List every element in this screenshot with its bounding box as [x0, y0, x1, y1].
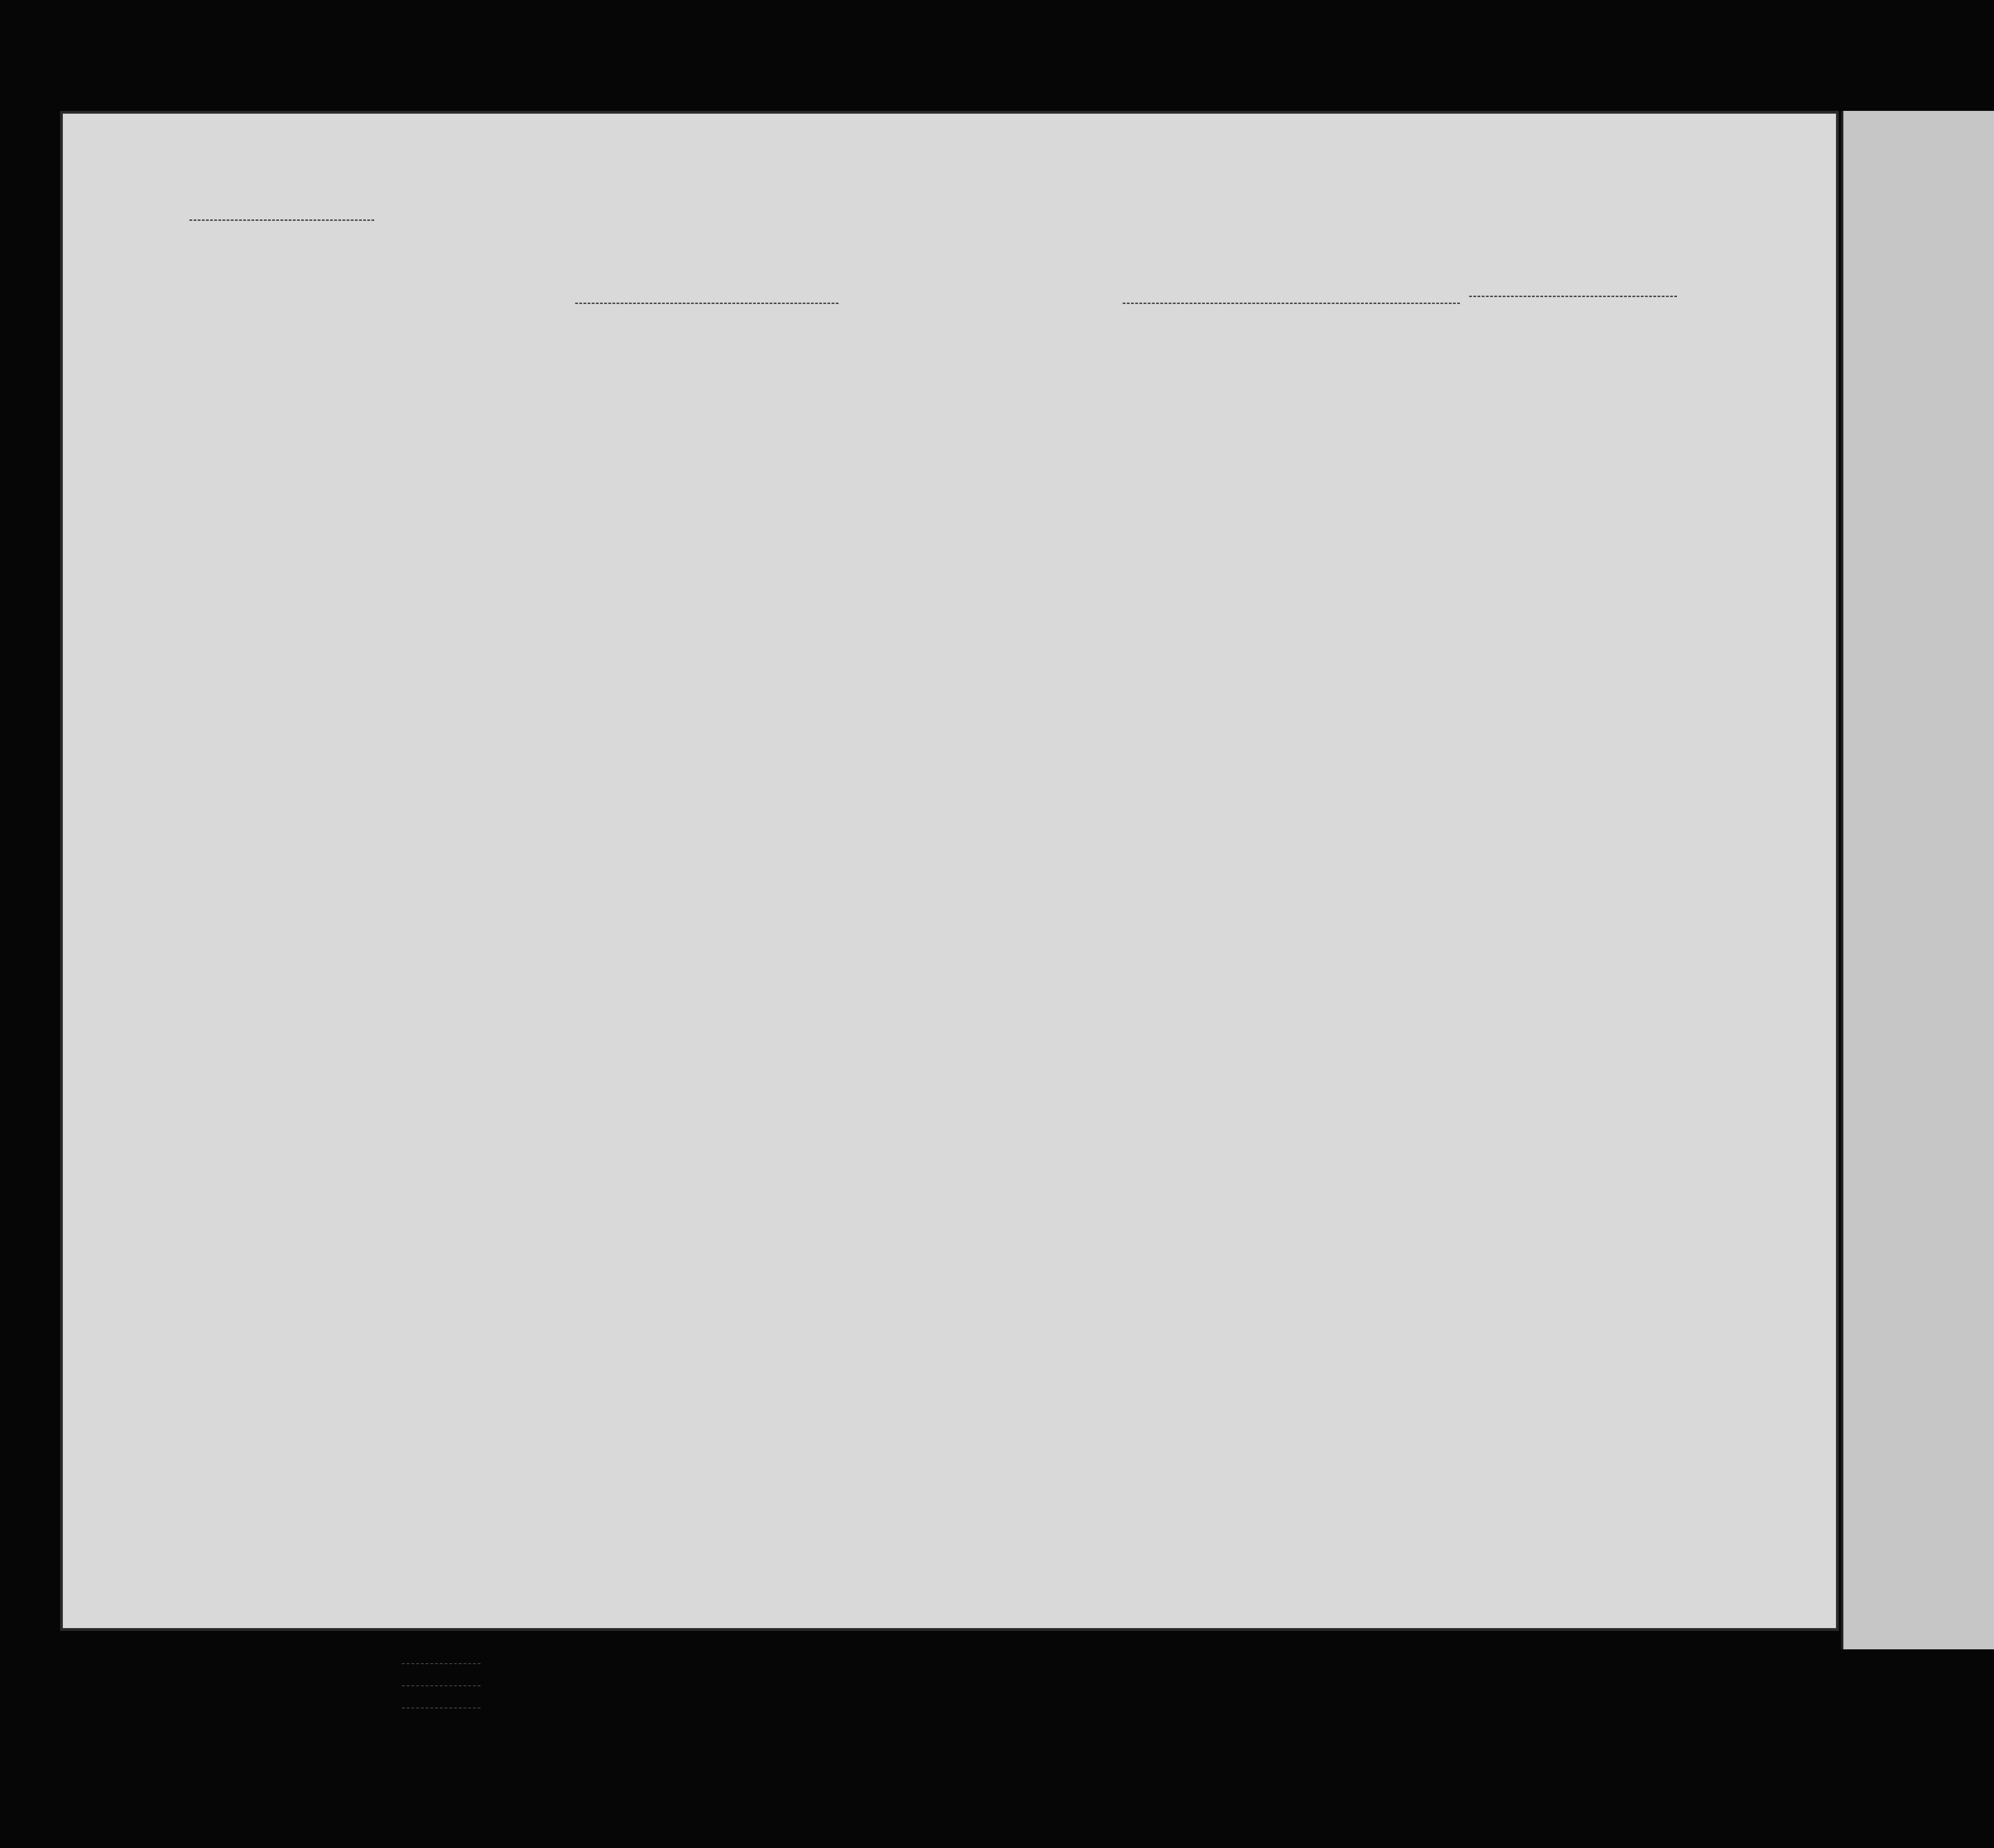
total-passengers-line — [402, 1663, 480, 1664]
us-citizens-line — [402, 1685, 480, 1686]
